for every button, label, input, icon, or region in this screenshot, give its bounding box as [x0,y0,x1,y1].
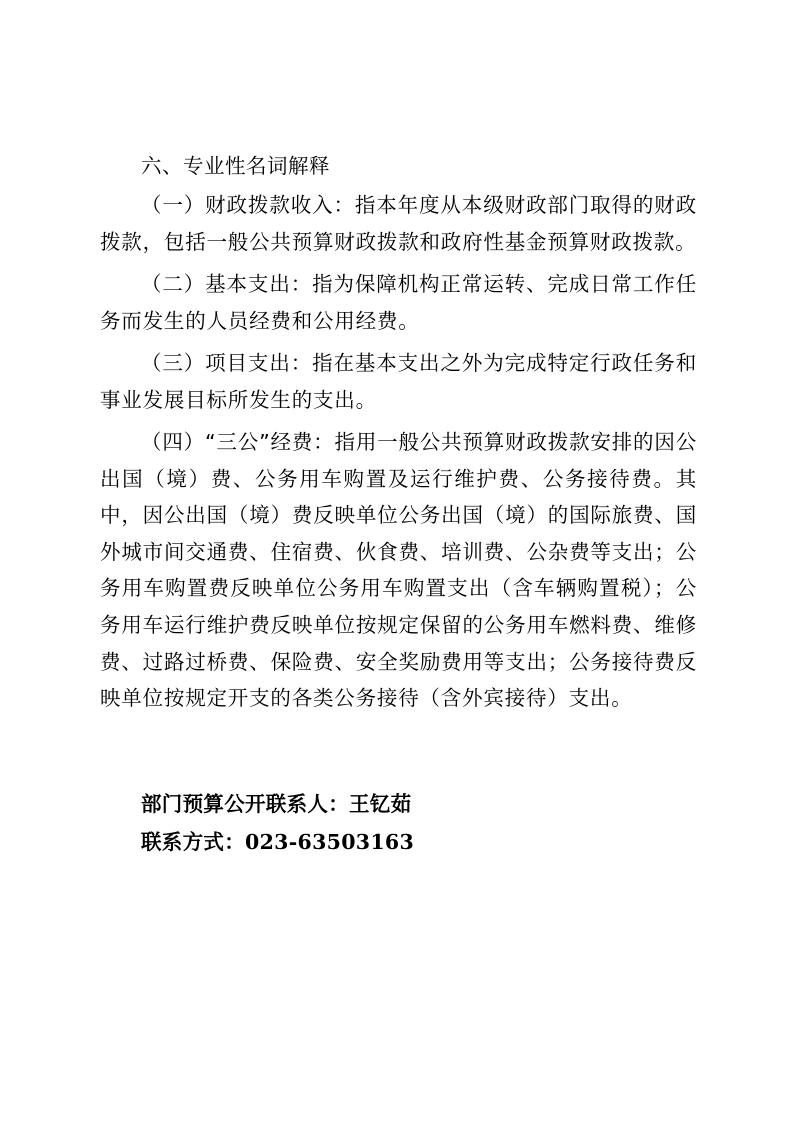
definition-text: 指用一般公共预算财政拨款安排的因公出国（境）费、公务用车购置及运行维护费、公务接待费。其中，因公出国（境）费反映单位公务出国（境）的国际旅费、国外城市间交通费、住宿费、伙食费、培训费、公杂费等支出；公务用车购置费反映单位公务用车购置支出（含车辆购置税）；公务用车运行维护费反映单位按规定保留的公务用车燃料费、维修费、过路过桥费、保险费、安全奖励费用等支出；公务接待费反映单位按规定开支的各类公务接待（含外宾接待）支出。 [100,430,697,711]
definition-paragraph [100,424,697,717]
contact-person: 部门预算公开联系人：王钇茹 [141,792,412,816]
definition-text: 指本年度从本级财政部门取得的财政拨款，包括一般公共预算财政拨款和政府性基金预算财政拨款。 [100,193,697,254]
contact-phone [141,825,414,855]
contact-phone-label: 联系方式： [141,830,245,854]
definition-term: （四）“三公”经费： [141,430,335,454]
definition-term: （一）财政拨款收入： [141,193,355,217]
definition-paragraph [100,187,697,260]
section-heading: 六、专业性名词解释 [141,154,330,178]
definition-term: （三）项目支出： [141,351,313,375]
definition-text: 指为保障机构正常运转、完成日常工作任务而发生的人员经费和公用经费。 [100,272,697,333]
definition-text: 指在基本支出之外为完成特定行政任务和事业发展目标所发生的支出。 [100,351,697,412]
definition-paragraph [100,345,697,418]
contact-phone-number: 023-63503163 [245,830,415,854]
definition-term: （二）基本支出： [141,272,313,296]
definition-paragraph [100,266,697,339]
